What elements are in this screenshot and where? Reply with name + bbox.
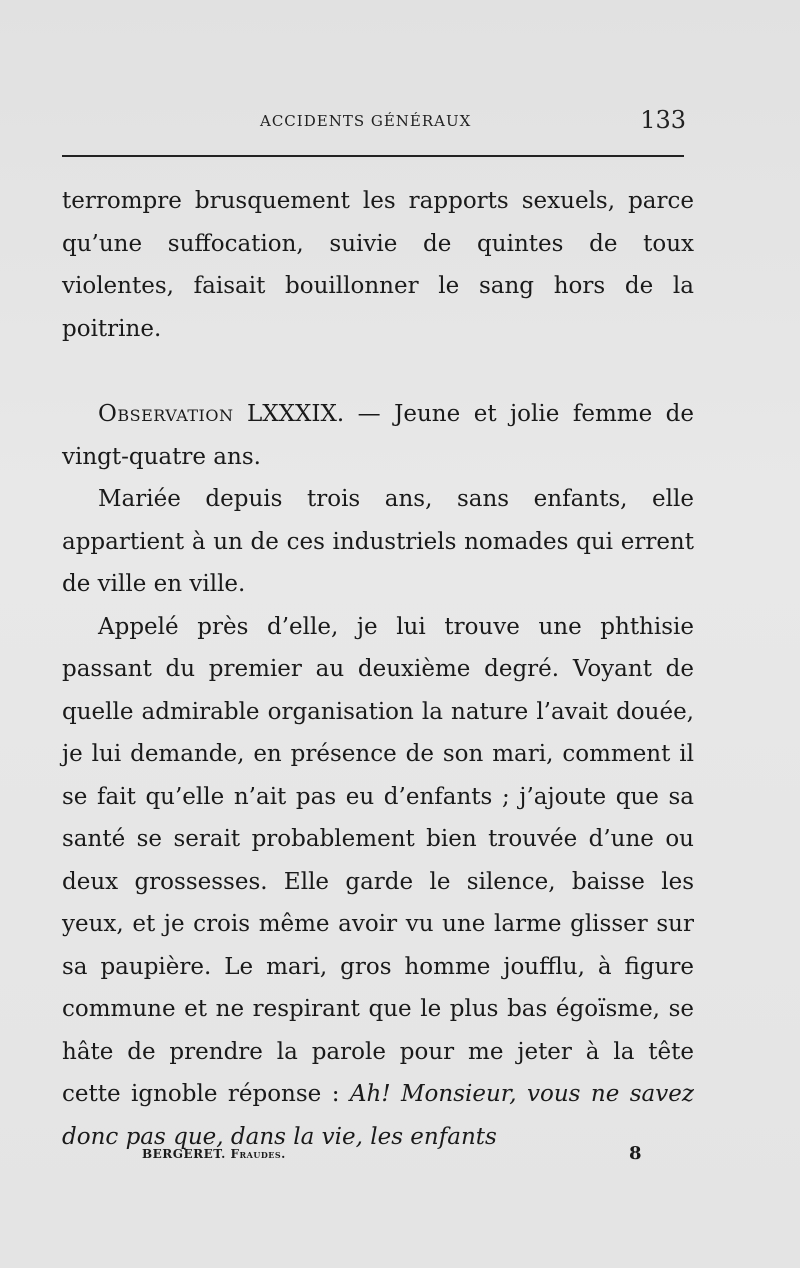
observation-heading-paragraph xyxy=(62,393,694,478)
paragraph-consultation-text: Appelé près d’elle, je lui trouve une phthisie passant du premier au deuxième degré. Voyant de quelle admirable organisation la nature l’avait douée, je lui demande, en présence de son mari, comment il se fait qu’elle n’ait pas eu d’enfants ; j’ajoute que sa santé se serait probablement bien trouvée d’une ou deux grossesses. Elle garde le silence, baisse les yeux, et je crois même avoir vu une larme glisser sur sa paupière. Le mari, gros homme joufflu, à figure commune et ne respirant que le plus bas égoïsme, se hâte de prendre la parole pour me jeter à la tête cette ignoble réponse : xyxy=(62,613,694,1107)
signature-number: 8 xyxy=(628,1143,642,1164)
page-number: 133 xyxy=(640,106,686,134)
paragraph-continuation: terrompre brusquement les rapports sexuels, parce qu’une suffocation, suivie de quintes de toux violentes, faisait bouillonner le sang hors de la poitrine. xyxy=(62,188,694,342)
page-header xyxy=(62,108,686,138)
header-rule xyxy=(62,155,684,157)
running-title: ACCIDENTS GÉNÉRAUX xyxy=(260,112,472,130)
paragraph-marriage: Mariée depuis trois ans, sans enfants, elle appartient à un de ces industriels nomades qui errent de ville en ville. xyxy=(62,486,694,597)
observation-number: LXXXIX. xyxy=(247,401,345,427)
page-footer xyxy=(142,1143,642,1171)
body-text xyxy=(62,180,694,1158)
quoted-reply-italic: Ah! Monsieur, vous ne savez donc pas que, dans la vie, les enfants xyxy=(62,1081,694,1150)
printer-signature: BERGERET. Fraudes. xyxy=(142,1147,286,1161)
section-gap xyxy=(62,350,694,393)
observation-description: — Jeune et jolie femme de vingt-quatre ans. xyxy=(62,401,695,470)
observation-label: Observation xyxy=(98,401,234,427)
paragraph-consultation xyxy=(62,606,694,1159)
